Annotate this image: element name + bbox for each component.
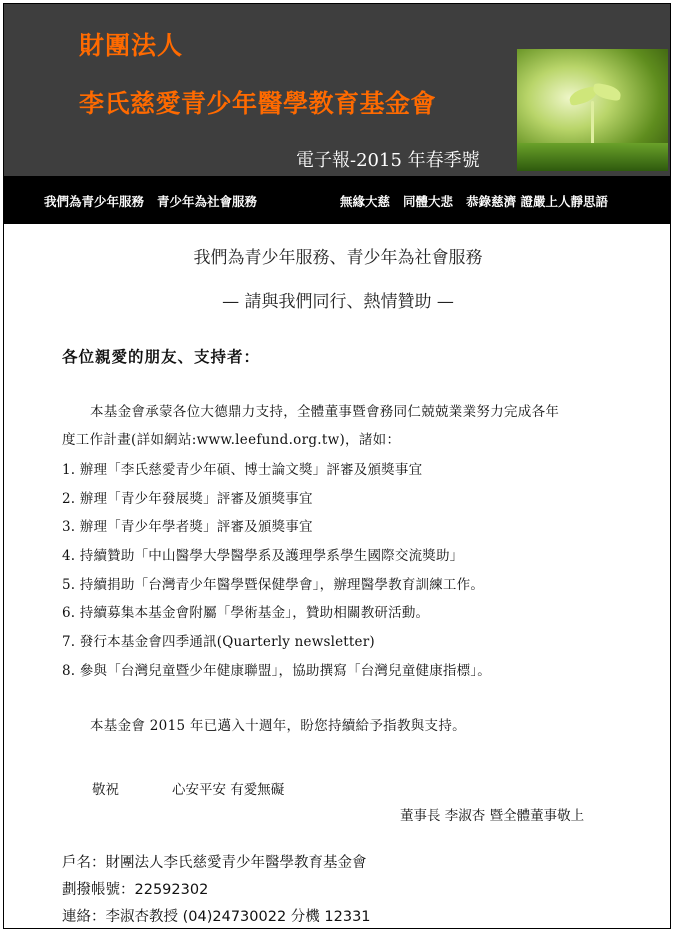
greeting: 各位親愛的朋友、支持者： — [62, 347, 261, 366]
contact-person: 連絡：李淑杏教授 (04)24730022 分機 12331 — [62, 909, 371, 925]
motto-bar — [4, 176, 670, 224]
list-item: 7. 發行本基金會四季通訊(Quarterly newsletter) — [62, 634, 375, 651]
slogan-line2: — 請與我們同行、熱情贊助 — — [222, 292, 454, 312]
transfer-account: 劃撥帳號：22592302 — [62, 882, 209, 898]
list-item: 8. 參與「台灣兒童暨少年健康聯盟」，協助撰寫「台灣兒童健康指標」。 — [62, 662, 491, 679]
regards: 敬祝 — [92, 782, 119, 798]
header-banner — [4, 4, 670, 176]
account-name: 戶名：財團法人李氏慈愛青少年醫學教育基金會 — [62, 855, 367, 871]
sprout-photo — [517, 49, 668, 171]
intro-line2: 度工作計畫(詳如網站:www.leefund.org.tw)，諸如： — [62, 432, 401, 448]
signature: 董事長 李淑杏 暨全體董事敬上 — [400, 808, 585, 824]
list-item: 5. 持續捐助「台灣青少年醫學暨保健學會」，辦理醫學教育訓練工作。 — [62, 576, 485, 593]
grass-ground — [517, 143, 668, 171]
newsletter-issue: 電子報-2015 年春季號 — [296, 150, 480, 171]
list-item: 1. 辦理「李氏慈愛青少年碩、博士論文獎」評審及頒獎事宜 — [62, 462, 423, 478]
list-item: 2. 辦理「青少年發展獎」評審及頒獎事宜 — [62, 490, 313, 507]
list-item: 6. 持續募集本基金會附屬「學術基金」，贊助相關教研活動。 — [62, 605, 430, 622]
motto-right: 無緣大慈 同體大悲 恭錄慈濟 證嚴上人靜思語 — [340, 194, 608, 209]
sprout-leaf-right — [592, 83, 622, 102]
list-item: 3. 辦理「青少年學者獎」評審及頒獎事宜 — [62, 519, 313, 536]
anniversary-note: 本基金會 2015 年已邁入十週年，盼您持續給予指教與支持。 — [90, 718, 466, 734]
intro-line1: 本基金會承蒙各位大德鼎力支持，全體董事暨會務同仁兢兢業業努力完成各年 — [90, 404, 560, 420]
activity-list — [62, 456, 491, 686]
org-title-line2: 李氏慈愛青少年醫學教育基金會 — [79, 89, 437, 118]
wish: 心安平安 有愛無礙 — [172, 782, 285, 798]
list-item: 4. 持續贊助「中山醫學大學醫學系及護理學系學生國際交流獎助」 — [62, 548, 464, 565]
slogan-line1: 我們為青少年服務、青少年為社會服務 — [193, 248, 483, 268]
org-title-line1: 財團法人 — [79, 31, 184, 60]
motto-left: 我們為青少年服務 青少年為社會服務 — [44, 194, 258, 209]
